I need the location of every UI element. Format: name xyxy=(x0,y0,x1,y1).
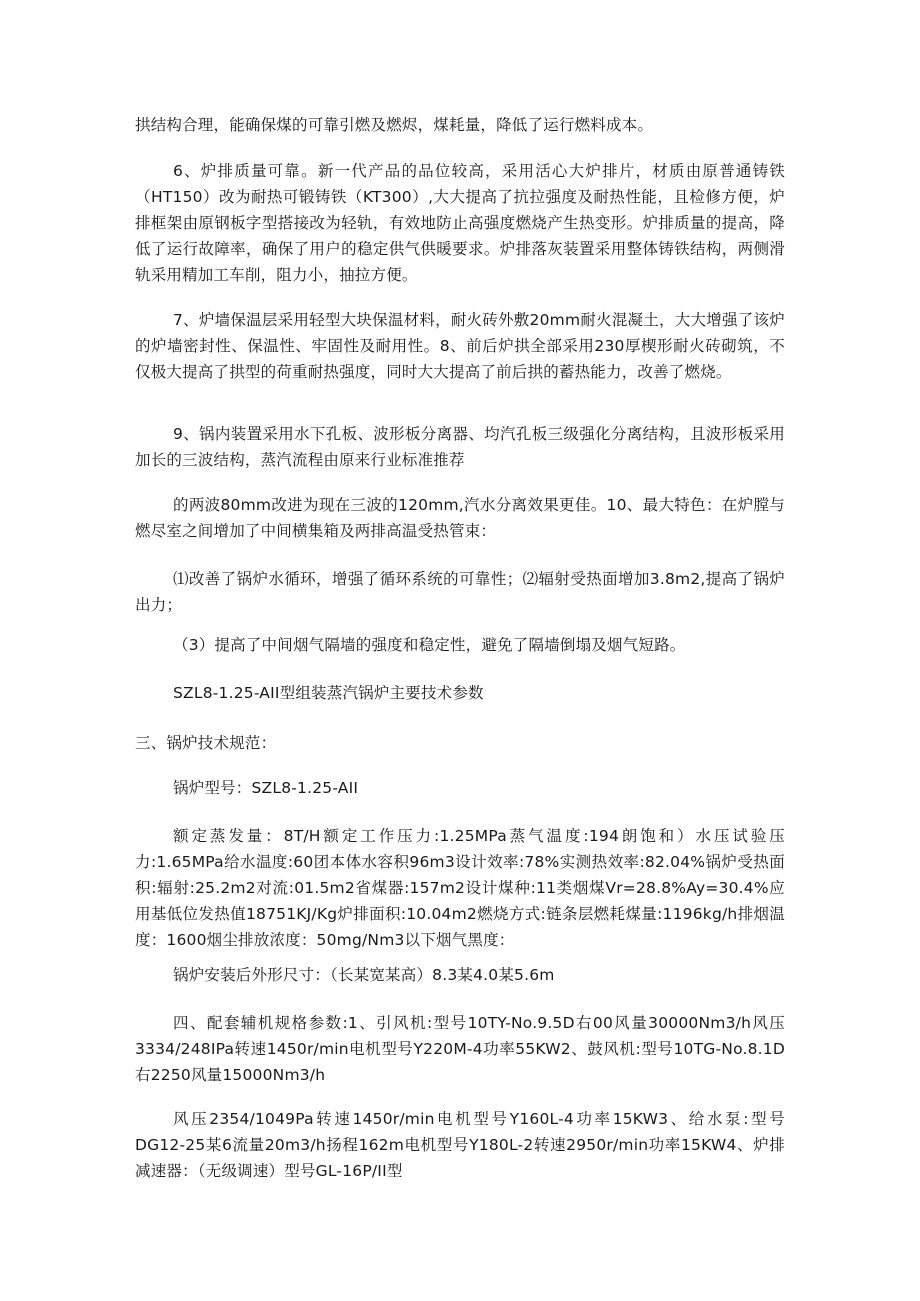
paragraph-auxiliary-equipment-cont: 风压2354/1049Pa转速1450r/min电机型号Y160L-4功率15KW3、给水泵:型号DG12-25某6流量20m3/h扬程162m电机型号Y180L-2转速2950r/min功率15KW4、炉排减速器：（无级调速）型号GL-16P/II型 xyxy=(135,1110,785,1180)
paragraph-auxiliary-equipment: 四、配套辅机规格参数:1、引风机:型号10TY-No.9.5D右00风量30000Nm3/h风压3334/248IPa转速1450r/min电机型号Y220M-4功率55KW2、鼓风机:型号10TG-No.8.1D右2250风量15000Nm3/h xyxy=(135,1014,785,1084)
paragraph-steam-separation: 的两波80mm改进为现在三波的120mm,汽水分离效果更佳。10、最大特色：在炉膛与燃尽室之间增加了中间横集箱及两排高温受热管束： xyxy=(135,496,785,540)
paragraph-furnace-wall: 7、炉墙保温层采用轻型大块保温材料，耐火砖外敷20mm耐火混凝土，大大增强了该炉的炉墙密封性、保温性、牢固性及耐用性。8、前后炉拱全部采用230厚楔形耐火砖砌筑，不仅极大提高了拱型的荷重耐热强度，同时大大提高了前后拱的蓄热能力，改善了燃烧。 xyxy=(135,311,785,381)
paragraph-arch-structure: 拱结构合理，能确保煤的可靠引燃及燃烬，煤耗量，降低了运行燃料成本。 xyxy=(135,116,654,134)
paragraph-parameters-title: SZL8-1.25-AII型组装蒸汽锅炉主要技术参数 xyxy=(173,684,484,702)
section-heading-specifications: 三、锅炉技术规范： xyxy=(135,734,277,752)
paragraph-boiler-model: 锅炉型号：SZL8-1.25-AII xyxy=(173,779,359,797)
paragraph-grate-quality: 6、炉排质量可靠。新一代产品的品位较高，采用活心大炉排片，材质由原普通铸铁（HT150）改为耐热可锻铸铁（KT300）,大大提高了抗拉强度及耐热性能，且检修方便，炉排框架由原钢板字型搭接改为轻轨，有效地防止高强度燃烧产生热变形。炉排质量的提高，降低了运行故障率，确保了用户的稳定供气供暖要求。炉排落灰装置采用整体铸铁结构，两侧滑轨采用精加工车削，阻力小，抽拉方便。 xyxy=(135,162,785,284)
paragraph-rated-parameters: 额定蒸发量：8T/H额定工作压力:1.25MPa蒸气温度:194朗饱和）水压试验压力:1.65MPa给水温度:60团本体水容积96m3设计效率:78%实测热效率:82.04%锅炉受热面积:辐射:25.2m2对流:01.5m2省煤器:157m2设计煤种:11类烟煤Vr=28.8%Ay=30.4%应用基低位发热值18751KJ/Kg炉排面积:10.04m2燃烧方式:链条层燃耗煤量:1196kg/h排烟温度：1600烟尘排放浓度：50mg/Nm3以下烟气黑度： xyxy=(135,827,785,949)
paragraph-drum-internals: 9、锅内装置采用水下孔板、波形板分离器、均汽孔板三级强化分离结构，且波形板采用加长的三波结构，蒸汽流程由原来行业标准推荐 xyxy=(135,425,785,469)
paragraph-dimensions: 锅炉安装后外形尺寸：（长某宽某高）8.3某4.0某5.6m xyxy=(173,966,555,984)
paragraph-improvement-list-1: ⑴改善了锅炉水循环，增强了循环系统的可靠性；⑵辐射受热面增加3.8m2,提高了锅炉出力； xyxy=(135,570,785,614)
paragraph-improvement-list-2: （3）提高了中间烟气隔墙的强度和稳定性，避免了隔墙倒塌及烟气短路。 xyxy=(173,636,686,654)
